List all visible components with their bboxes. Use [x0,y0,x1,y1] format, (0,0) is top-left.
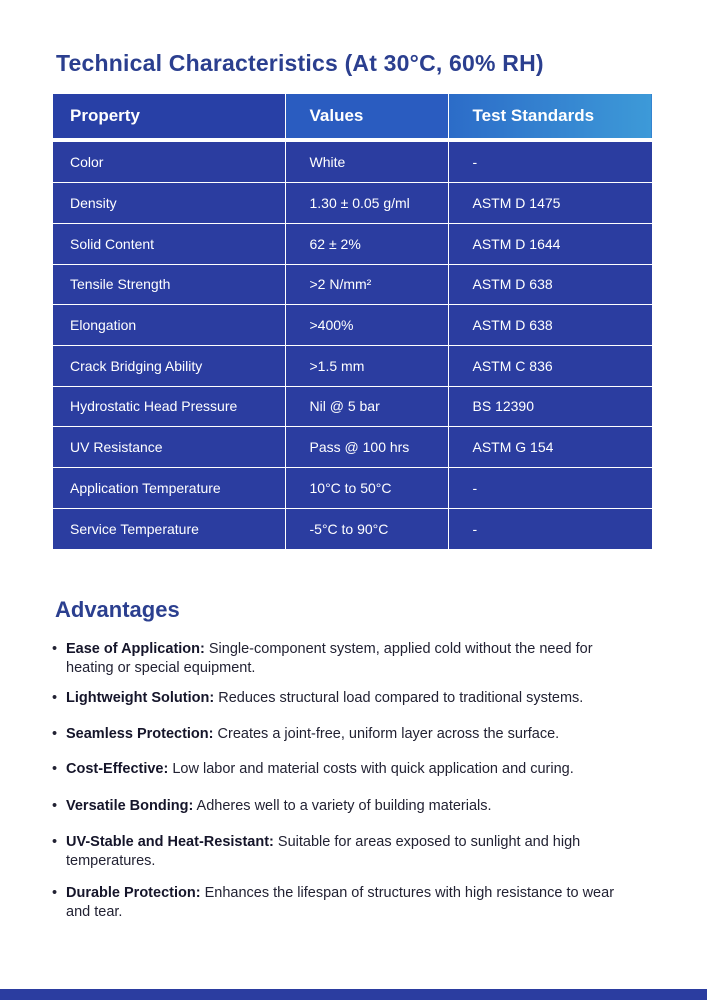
list-item [52,760,622,779]
table-body [53,142,652,549]
bullet-icon: • [52,690,58,706]
cell-value: White [285,142,448,183]
cell-value: >400% [285,305,448,346]
list-item [52,797,622,816]
footer-bar [0,989,707,1000]
cell-standard: - [448,142,652,183]
cell-standard: - [448,508,652,549]
table-row [53,183,652,224]
table-header-row [53,94,652,138]
advantage-label: Cost-Effective: [66,761,169,777]
advantage-label: Seamless Protection: [66,725,214,742]
cell-property: Hydrostatic Head Pressure [53,386,285,427]
cell-standard: ASTM C 836 [448,345,652,386]
table-row [53,264,652,305]
advantage-text: Low labor and material costs with quick application and curing. [172,761,574,777]
table-row [53,345,652,386]
advantage-label: Versatile Bonding: [66,797,194,814]
table-row [53,468,652,509]
advantage-text: Suitable for areas exposed to sunlight and high temperatures. [66,834,581,869]
cell-value: -5°C to 90°C [285,508,448,549]
cell-value: 62 ± 2% [285,223,448,264]
technical-characteristics-table [53,94,652,549]
cell-value: 10°C to 50°C [285,468,448,509]
column-header-test-standards: Test Standards [448,94,652,138]
table-row [53,508,652,549]
cell-property: Density [53,183,285,224]
bullet-icon: • [52,797,58,814]
list-item [52,640,622,677]
cell-standard: BS 12390 [448,386,652,427]
cell-property: Tensile Strength [53,264,285,305]
bullet-icon: • [52,761,58,777]
table-row [53,223,652,264]
advantage-label: UV-Stable and Heat-Resistant: [66,834,274,850]
bullet-icon: • [52,641,58,657]
bullet-icon: • [52,885,58,901]
cell-value: Pass @ 100 hrs [285,427,448,468]
cell-standard: ASTM D 638 [448,264,652,305]
advantage-label: Lightweight Solution: [66,690,215,706]
cell-value: >1.5 mm [285,345,448,386]
cell-property: Crack Bridging Ability [53,345,285,386]
cell-standard: ASTM D 638 [448,305,652,346]
list-item [52,884,622,921]
table-row [53,427,652,468]
table-row [53,142,652,183]
advantage-label: Durable Protection: [66,885,201,901]
advantages-list [52,640,622,921]
advantage-text: Adheres well to a variety of building materials. [196,797,492,814]
bullet-icon: • [52,834,58,850]
advantage-text: Reduces structural load compared to traditional systems. [218,690,584,706]
list-item [52,689,622,708]
advantages-heading: Advantages [55,597,180,622]
cell-property: UV Resistance [53,427,285,468]
advantage-label: Ease of Application: [66,641,205,657]
cell-standard: ASTM D 1644 [448,223,652,264]
cell-standard: ASTM D 1475 [448,183,652,224]
cell-standard: ASTM G 154 [448,427,652,468]
page-title: Technical Characteristics (At 30°C, 60% RH) [56,50,544,76]
cell-property: Solid Content [53,223,285,264]
column-header-property: Property [53,94,285,138]
cell-property: Color [53,142,285,183]
advantage-text: Enhances the lifespan of structures with high resistance to wear and tear. [66,885,615,920]
cell-value: 1.30 ± 0.05 g/ml [285,183,448,224]
cell-property: Application Temperature [53,468,285,509]
cell-value: >2 N/mm² [285,264,448,305]
cell-property: Elongation [53,305,285,346]
table-row [53,386,652,427]
cell-value: Nil @ 5 bar [285,386,448,427]
advantage-text: Single-component system, applied cold without the need for heating or special equipment. [66,641,593,676]
bullet-icon: • [52,725,58,742]
advantage-text: Creates a joint-free, uniform layer across the surface. [217,725,560,742]
list-item [52,833,622,870]
table-row [53,305,652,346]
cell-standard: - [448,468,652,509]
list-item [52,725,622,744]
column-header-values: Values [285,94,448,138]
cell-property: Service Temperature [53,508,285,549]
